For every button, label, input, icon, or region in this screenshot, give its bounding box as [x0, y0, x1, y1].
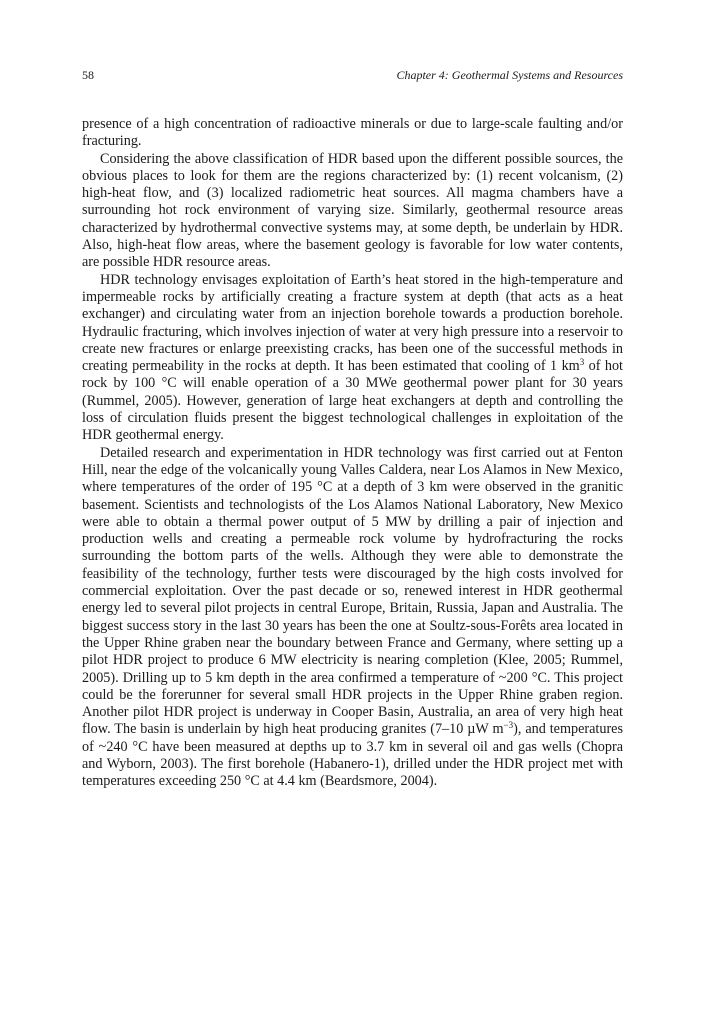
- paragraph-text: Detailed research and experimentation in HDR technology was first carried out at Fenton Hill, near the edge of the volcanically young Valles Caldera, near Los Alamos in New Mexico, where temperatures of the order of 195 °C at a depth of 3 km were observed in the granitic basement. Scientists and technologists of the Los Alamos National Laboratory, New Mexico were able to obtain a thermal power output of 5 MW by drilling a pair of injection and production wells and creating a permeable rock volume by hydrofracturing the rocks surrounding the bottom parts of the wells. Although they were able to demonstrate the feasibility of the technology, further tests were discouraged by the high costs involved for commercial exploitation. Over the past decade or so, renewed interest in HDR geothermal energy led to several pilot projects in central Europe, Britain, Russia, Japan and Australia. The biggest success story in the last 30 years has been the one at Soultz-sous-Forêts area located in the Upper Rhine graben near the boundary between France and Germany, where setting up a pilot HDR project to produce 6 MW electricity is nearing completion (Klee, 2005; Rummel, 2005). Drilling up to 5 km depth in the area confirmed a temperature of ~200 °C. This project could be the forerunner for several small HDR projects in the Upper Rhine graben region. Another pilot HDR project is underway in Cooper Basin, Australia, an area of very high heat flow. The basin is underlain by high heat producing granites (7–10 µW m: [82, 444, 623, 738]
- running-head: Chapter 4: Geothermal Systems and Resources: [396, 68, 623, 82]
- page-number: 58: [82, 68, 94, 82]
- paragraph-text: ), and temperatures of ~240 °C have been measured at depths up to 3.7 km in several oil and gas wells (Chopra and Wyborn, 2003). The first borehole (Habanero-1), drilled under the HDR project met with temperatures exceeding 250 °C at 4.4 km (Beardsmore, 2004).: [82, 721, 623, 790]
- page-header: [82, 67, 623, 83]
- superscript: 3: [579, 357, 585, 368]
- paragraph-hdr-sources: Considering the above classification of HDR based upon the different possible sources, the obvious places to look for them are the regions characterized by: (1) recent volcanism, (2) high-heat flow, and (3) localized radiometric heat sources. All magma chambers have a surrounding hot rock environment of varying size. Similarly, geothermal resource areas characterized by hydrothermal convective systems may, at some depth, be underlain by HDR. Also, high-heat flow areas, where the basement geology is favorable for low water contents, are possible HDR resource areas.: [82, 150, 623, 271]
- superscript: −3: [503, 720, 514, 731]
- paragraph-hdr-research: [82, 445, 623, 791]
- body-text: [82, 116, 623, 791]
- paragraph-hdr-technology: [82, 272, 623, 445]
- paragraph-text: HDR technology envisages exploitation of Earth’s heat stored in the high-temperature and impermeable rocks by artificially creating a fracture system at depth (that acts as a heat exchanger) and circulating water from an injection borehole towards a production borehole. Hydraulic fracturing, which involves injection of water at very high pressure into a reservoir to create new fractures or enlarge preexisting cracks, has been one of the successful methods in creating permeability in the rocks at depth. It has been estimated that cooling of 1 km: [82, 271, 623, 375]
- paragraph-continuation: presence of a high concentration of radioactive minerals or due to large-scale faulting and/or fracturing.: [82, 116, 623, 150]
- paragraph-text: of hot rock by 100 °C will enable operation of a 30 MWe geothermal power plant for 30 years (Rummel, 2005). However, generation of large heat exchangers at depth and controlling the loss of circulation fluids present the biggest technological challenges in exploitation of the HDR geothermal energy.: [82, 358, 623, 444]
